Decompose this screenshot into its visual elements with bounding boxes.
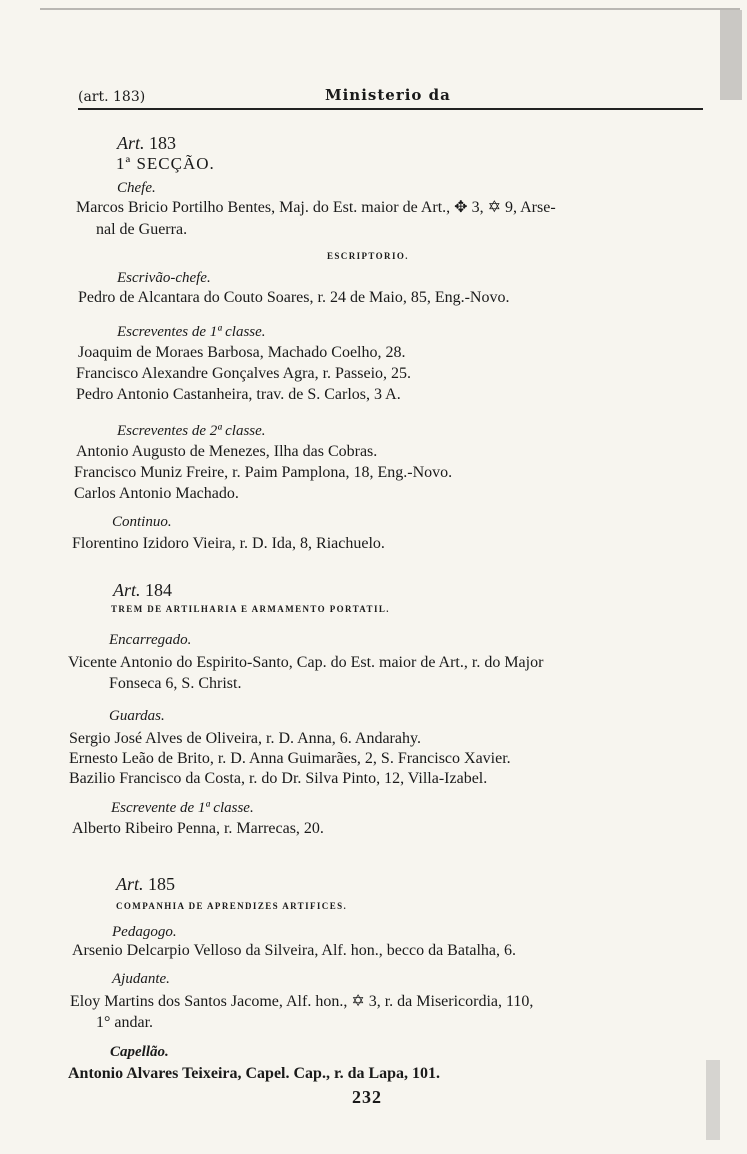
- entry-escrevente-1b: Francisco Alexandre Gonçalves Agra, r. Passeio, 25.: [76, 365, 412, 382]
- article-184-subtitle: TREM DE ARTILHARIA E ARMAMENTO PORTATIL.: [111, 604, 390, 614]
- article-prefix: Art.: [116, 874, 144, 894]
- role-escrevente-1-184: Escrevente de 1ª classe.: [111, 800, 254, 816]
- article-number: 183: [149, 133, 177, 153]
- entry-encarregado-line2: Fonseca 6, S. Christ.: [109, 675, 242, 692]
- role-chefe: Chefe.: [117, 180, 156, 196]
- role-pedagogo: Pedagogo.: [112, 924, 177, 940]
- scan-noise-bottom-right: [706, 1060, 720, 1140]
- entry-capellao: Antonio Alvares Teixeira, Capel. Cap., r. da Lapa, 101.: [68, 1065, 441, 1082]
- entry-chefe-line2: nal de Guerra.: [96, 221, 188, 238]
- entry-guarda-a: Sergio José Alves de Oliveira, r. D. Anna, 6. Andarahy.: [69, 730, 421, 747]
- running-header-title: Ministerio da: [325, 86, 451, 104]
- header-rule: [78, 108, 703, 110]
- entry-ajudante-line2: 1° andar.: [96, 1014, 154, 1031]
- entry-guarda-b: Ernesto Leão de Brito, r. D. Anna Guimarães, 2, S. Francisco Xavier.: [69, 750, 511, 767]
- role-guardas: Guardas.: [109, 708, 165, 724]
- article-number: 184: [145, 580, 173, 600]
- article-184-heading: [113, 581, 172, 599]
- article-number: 185: [148, 874, 176, 894]
- role-escreventes-1: Escreventes de 1ª classe.: [117, 324, 266, 340]
- entry-escrevente-2a: Antonio Augusto de Menezes, Ilha das Cobras.: [76, 443, 378, 460]
- entry-escrevente-184: Alberto Ribeiro Penna, r. Marrecas, 20.: [72, 820, 324, 837]
- role-ajudante: Ajudante.: [112, 971, 170, 987]
- article-prefix: Art.: [117, 133, 145, 153]
- role-continuo: Continuo.: [112, 514, 172, 530]
- article-185-subtitle: COMPANHIA DE APRENDIZES ARTIFICES.: [116, 901, 348, 911]
- article-185-heading: [116, 875, 175, 893]
- role-capellao: Capellão.: [110, 1044, 169, 1060]
- entry-chefe-line1: Marcos Bricio Portilho Bentes, Maj. do Est. maior de Art., ✥ 3, ✡ 9, Arse-: [76, 199, 556, 216]
- entry-encarregado-line1: Vicente Antonio do Espirito-Santo, Cap. do Est. maior de Art., r. do Major: [68, 654, 544, 671]
- entry-escrivao: Pedro de Alcantara do Couto Soares, r. 24 de Maio, 85, Eng.-Novo.: [78, 289, 510, 306]
- entry-escrevente-1c: Pedro Antonio Castanheira, trav. de S. Carlos, 3 A.: [76, 386, 401, 403]
- article-183-heading: [117, 134, 176, 152]
- article-prefix: Art.: [113, 580, 141, 600]
- entry-continuo: Florentino Izidoro Vieira, r. D. Ida, 8, Riachuelo.: [72, 535, 385, 552]
- entry-ajudante-line1: Eloy Martins dos Santos Jacome, Alf. hon., ✡ 3, r. da Misericordia, 110,: [70, 993, 534, 1010]
- role-encarregado: Encarregado.: [109, 632, 192, 648]
- entry-guarda-c: Bazilio Francisco da Costa, r. do Dr. Silva Pinto, 12, Villa-Izabel.: [69, 770, 488, 787]
- subsection-escriptorio: ESCRIPTORIO.: [327, 251, 409, 261]
- role-escreventes-2: Escreventes de 2ª classe.: [117, 423, 266, 439]
- entry-escrevente-2b: Francisco Muniz Freire, r. Paim Pamplona, 18, Eng.-Novo.: [74, 464, 453, 481]
- scan-noise-right: [720, 10, 742, 100]
- entry-escrevente-2c: Carlos Antonio Machado.: [74, 485, 239, 502]
- section-1-title: 1ª SECÇÃO.: [116, 154, 215, 173]
- scan-noise-top: [40, 8, 740, 10]
- role-escrivao-chefe: Escrivão-chefe.: [117, 270, 211, 286]
- entry-escrevente-1a: Joaquim de Moraes Barbosa, Machado Coelho, 28.: [78, 344, 406, 361]
- entry-pedagogo: Arsenio Delcarpio Velloso da Silveira, Alf. hon., becco da Batalha, 6.: [72, 942, 517, 959]
- page-number: 232: [352, 1087, 382, 1107]
- running-header-ref: (art. 183): [78, 89, 146, 105]
